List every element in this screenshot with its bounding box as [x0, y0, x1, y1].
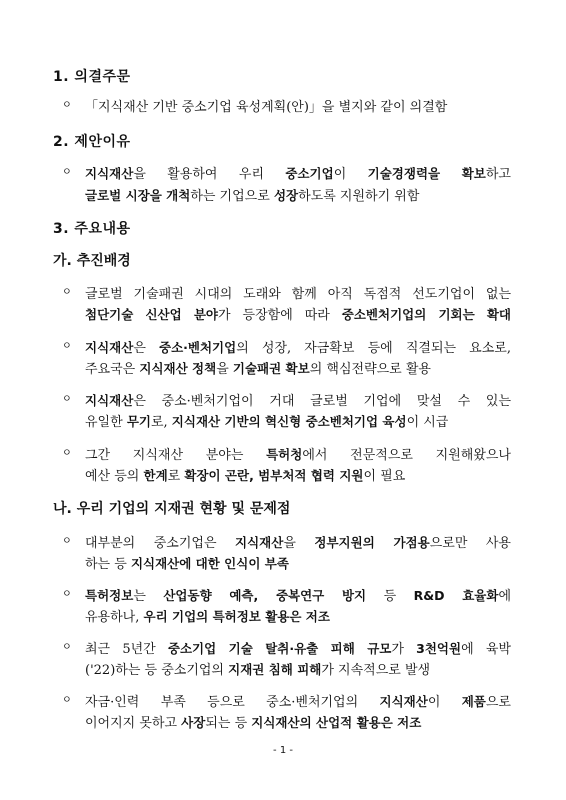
bullet: ㅇ [62, 100, 72, 111]
text: 하는 기업으로 [190, 189, 274, 204]
bold-text: 지식재산 [379, 694, 428, 709]
text: 유일한 [85, 415, 127, 430]
text: 으로만 사용 [429, 536, 511, 551]
text: ('22)하는 등 중소기업의 [85, 663, 229, 678]
text: 은 [133, 341, 159, 356]
bold-text: 기술패권 확보 [232, 361, 310, 376]
text: 로 [167, 469, 185, 484]
text: 에 [498, 589, 511, 604]
text: 유용하나, [85, 610, 144, 625]
issue-2-line-2 [85, 606, 330, 625]
bold-text: 특허청 [266, 447, 303, 462]
text: 의 핵심전략으로 활용 [309, 362, 431, 377]
text: 은 중소·벤처기업이 거대 글로벌 기업에 맞설 수 있는 [133, 394, 511, 409]
section-3-title: 3. 주요내용 [53, 221, 131, 237]
text: 로, [150, 415, 172, 430]
text: 예산 등의 [85, 469, 144, 484]
text: 이 시급 [406, 415, 449, 430]
bold-text: 지재권 침해 피해 [228, 662, 322, 677]
bold-text: 성장 [273, 188, 299, 203]
reason-line-2 [85, 185, 419, 204]
issue-1-line-2 [85, 553, 289, 572]
bold-text: 제품 [461, 694, 486, 709]
bold-text: R&D 효율화 [413, 588, 499, 603]
text: 글로벌 기술패권 시대의 도래와 함께 아직 독점적 선도기업이 없는 [85, 287, 511, 302]
text: 주요국은 [85, 362, 140, 377]
bullet: ㅇ [62, 341, 72, 352]
text: 을 [283, 536, 315, 551]
issue-3-line-1 [85, 638, 511, 657]
bullet: ㅇ [62, 287, 72, 298]
order-line [85, 96, 447, 115]
section-2-title: 2. 제안이유 [53, 134, 131, 150]
bold-text: 지식재산 기반의 혁신형 중소벤처기업 육성 [171, 414, 407, 429]
text: 되는 등 [205, 716, 252, 731]
reason-line-1 [85, 163, 511, 182]
text: 의 성장, 자금확보 등에 직결되는 요소로, [236, 341, 511, 356]
text: 최근 5년간 [85, 642, 168, 657]
section-1-title: 1. 의결주문 [53, 69, 131, 85]
bold-text: 지식재산 정책 [139, 361, 217, 376]
bullet: ㅇ [62, 394, 72, 405]
bold-text: 3천억원 [416, 641, 462, 656]
bold-text: 지식재산 [85, 393, 134, 408]
background-2-line-1 [85, 337, 511, 356]
bold-text: 산업동향 예측, 중복연구 방지 [163, 588, 367, 603]
bold-text: 지식재산의 산업적 활용은 저조 [251, 715, 422, 730]
text: 하고 [485, 167, 511, 182]
background-4-line-1 [85, 444, 511, 463]
issue-3-line-2 [85, 659, 430, 678]
background-3-line-1 [85, 390, 511, 409]
issue-4-line-1 [85, 691, 511, 710]
bullet: ㅇ [62, 536, 72, 547]
background-4-line-2 [85, 465, 405, 484]
background-1-line-2 [85, 304, 511, 323]
text: 에 육박 [461, 642, 511, 657]
text: 에서 전문적으로 지원해왔으나 [302, 448, 511, 463]
bold-text: 중소벤처기업의 기회는 확대 [341, 307, 511, 322]
text: 가 등장함에 따라 [218, 308, 342, 323]
bold-text: 지식재산 [85, 340, 134, 355]
bold-text: 첨단기술 신산업 분야 [85, 307, 219, 322]
bold-text: 한계 [143, 468, 168, 483]
bold-text: 사장 [181, 715, 206, 730]
background-3-line-2 [85, 411, 448, 430]
background-2-line-2 [85, 358, 431, 377]
bullet: ㅇ [62, 589, 72, 600]
text: 자금·인력 부족 등으로 중소·벤처기업의 [85, 695, 380, 710]
page-number: - 1 - [273, 745, 293, 756]
subsection-ga-title: 가. 추진배경 [53, 253, 131, 269]
text: 이 [333, 167, 368, 182]
bold-text: 무기 [126, 414, 151, 429]
issue-2-line-1 [85, 585, 511, 604]
background-1-line-1 [85, 283, 511, 302]
text: 을 [216, 362, 233, 377]
bold-text: 정부지원의 가점용 [314, 535, 430, 550]
bullet: ㅇ [62, 448, 72, 459]
bold-text: 지식재산에 대한 인식이 부족 [130, 556, 289, 571]
bold-text: 중소기업 [285, 166, 334, 181]
text: 이어지지 못하고 [85, 716, 182, 731]
bold-text: 특허정보 [85, 588, 134, 603]
bold-text: 지식재산 [235, 535, 284, 550]
bold-text: 글로벌 시장을 개척 [85, 188, 191, 203]
text: 「지식재산 기반 중소기업 육성계획(안)」을 별지와 같이 의결함 [85, 100, 448, 115]
bold-text: 우리 기업의 특허정보 활용은 저조 [143, 609, 330, 624]
bold-text: 중소기업 기술 탈취·유출 피해 규모 [167, 641, 392, 656]
subsection-na-title: 나. 우리 기업의 지재권 현황 및 문제점 [53, 501, 291, 517]
text: 대부분의 중소기업은 [85, 536, 236, 551]
bold-text: 기술경쟁력을 확보 [367, 166, 486, 181]
text: 으로 [485, 695, 511, 710]
text: 가 [391, 642, 417, 657]
bold-text: 지식재산 [85, 166, 134, 181]
issue-4-line-2 [85, 712, 421, 731]
bold-text: 중소·벤처기업 [159, 340, 237, 355]
text: 이 필요 [363, 469, 406, 484]
bullet: ㅇ [62, 642, 72, 653]
bold-text: 확장이 곤란, 범부처적 협력 지원 [184, 468, 364, 483]
text: 는 [133, 589, 164, 604]
text: 을 활용하여 우리 [133, 167, 286, 182]
bullet: ㅇ [62, 167, 72, 178]
issue-1-line-1 [85, 532, 511, 551]
text: 가 지속적으로 발생 [321, 663, 431, 678]
text: 등 [366, 589, 414, 604]
text: 그간 지식재산 분야는 [85, 448, 267, 463]
text: 하는 등 [85, 557, 131, 572]
bullet: ㅇ [62, 695, 72, 706]
text: 하도록 지원하기 위함 [298, 189, 420, 204]
text: 이 [427, 695, 462, 710]
